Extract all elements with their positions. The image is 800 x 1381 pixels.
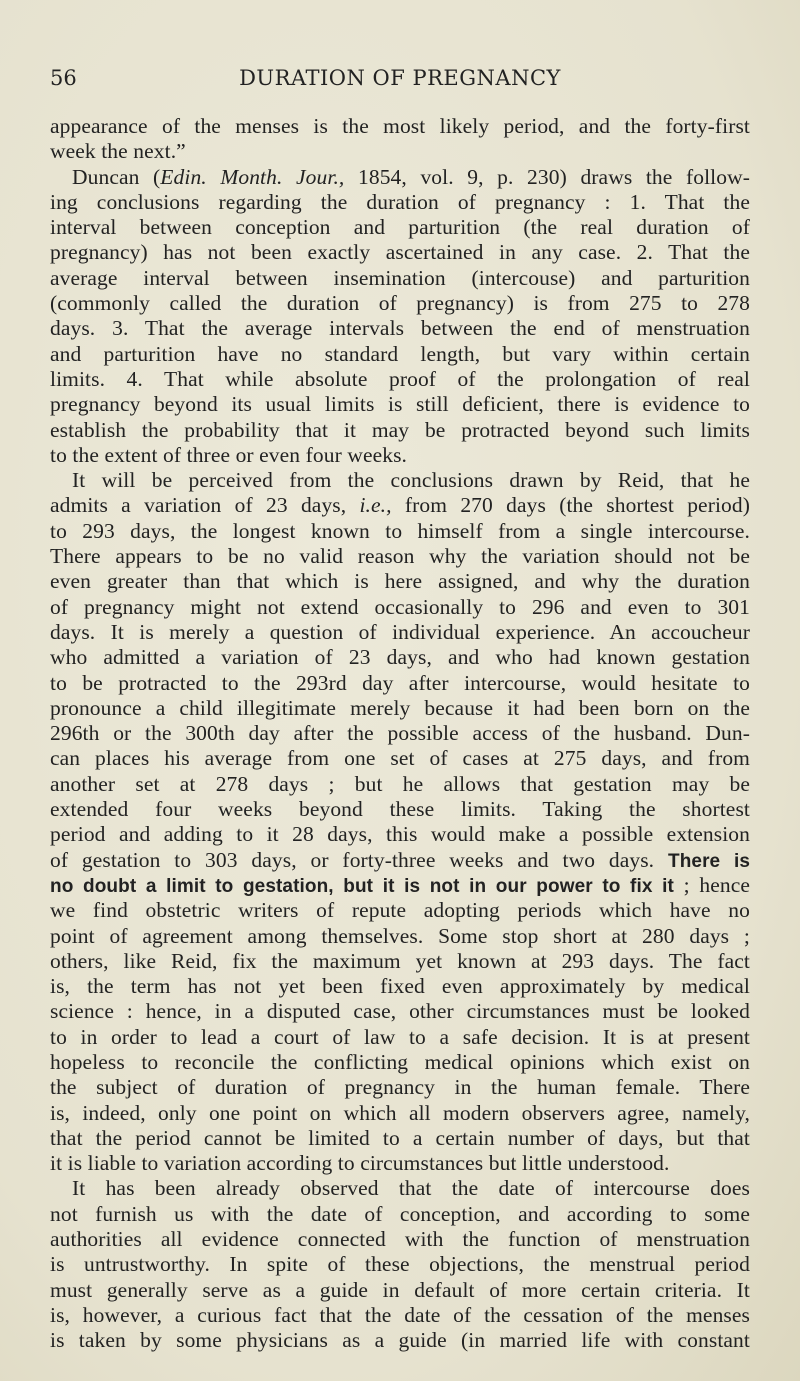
text-span: the subject of duration of pregnancy in the human female. There [50,1075,750,1100]
text-span: of gestation to 303 days, or forty-three weeks and two days. [50,847,668,872]
text-span: to 293 days, the longest known to himself from a single intercourse. [50,518,750,543]
text-span: must generally serve as a guide in default of more certain criteria. It [50,1277,750,1302]
text-line [50,1176,750,1201]
text-line [50,165,750,190]
body-text [50,114,750,1354]
bold-text: There is [667,850,750,872]
text-span: and parturition have no standard length, but vary within certain [50,341,750,366]
text-line [50,797,750,822]
text-line [50,342,750,367]
text-line [50,595,750,620]
text-span: hopeless to reconcile the conflicting medical opinions which exist on [50,1049,750,1074]
running-header [50,66,750,96]
text-line [50,772,750,797]
text-line [50,367,750,392]
text-span: interval between conception and parturition (the real duration of [50,215,750,240]
text-line [50,1025,750,1050]
text-line [50,645,750,670]
text-line [50,746,750,771]
text-span: ; hence [673,872,750,897]
text-span: is, the term has not yet been fixed even approximately by medical [50,974,750,999]
text-line [50,443,750,468]
page-number: 56 [50,66,77,90]
text-span: is taken by some physicians as a guide (in married life with constant [50,1328,750,1353]
text-span: others, like Reid, fix the maximum yet known at 293 days. The fact [50,948,750,973]
text-span: we find obstetric writers of repute adopting periods which have no [50,898,750,923]
text-line [50,1126,750,1151]
text-span: authorities all evidence connected with the function of menstruation [50,1227,750,1252]
text-line [50,291,750,316]
text-span: point of agreement among themselves. Some stop short at 280 days ; [50,923,750,948]
text-line [50,1252,750,1277]
text-span: that the period cannot be limited to a certain number of days, but that [50,1125,750,1150]
text-line [50,316,750,341]
text-line [50,190,750,215]
italic-text: i.e., [359,493,392,518]
text-span: not furnish us with the date of conception, and according to some [50,1201,750,1226]
text-span: from 270 days (the shortest period) [391,493,750,518]
text-line [50,1075,750,1100]
text-span: to in order to lead a court of law to a safe decision. It is at present [50,1024,750,1049]
text-line [50,949,750,974]
text-line [50,519,750,544]
text-span: days. 3. That the average intervals between the end of menstruation [50,316,750,341]
text-line [50,114,750,139]
text-line [50,139,750,164]
bold-text: no doubt a limit to gestation, but it is not in our power to fix it [50,875,674,897]
text-line [50,1303,750,1328]
text-span: week the next.” [50,139,186,164]
text-line [50,999,750,1024]
text-span: It has been already observed that the date of intercourse does [72,1176,750,1201]
text-line [50,696,750,721]
text-span: pronounce a child illegitimate merely because it had been born on the [50,695,750,720]
text-span: appearance of the menses is the most likely period, and the forty-first [50,114,750,138]
text-span: extended four weeks beyond these limits. Taking the shortest [50,797,750,822]
text-span: of pregnancy might not extend occasionally to 296 and even to 301 [50,594,750,619]
text-line [50,1050,750,1075]
text-span: ing conclusions regarding the duration of pregnancy : 1. That the [50,189,750,214]
text-span: Duncan ( [72,164,161,189]
text-span: average interval between insemination (intercouse) and parturition [50,265,750,290]
text-line [50,898,750,923]
text-span: days. It is merely a question of individual experience. An accoucheur [50,619,750,644]
text-line [50,1278,750,1303]
text-span: admits a variation of 23 days, [50,493,360,518]
text-line [50,1227,750,1252]
text-span: establish the probability that it may be protracted beyond such limits [50,417,750,442]
text-span: pregnancy) has not been exactly ascertained in any case. 2. That the [50,240,750,265]
text-span: is, however, a curious fact that the date of the cessation of the menses [50,1302,750,1327]
text-span: even greater than that which is here assigned, and why the duration [50,569,750,594]
text-line [50,418,750,443]
text-line [50,873,750,898]
text-span: 1854, vol. 9, p. 230) draws the follow- [344,164,750,189]
text-span: who admitted a variation of 23 days, and who had known gestation [50,645,750,670]
text-span: is, indeed, only one point on which all modern observers agree, namely, [50,1100,750,1125]
text-line [50,1101,750,1126]
text-line [50,620,750,645]
text-span: pregnancy beyond its usual limits is still deficient, there is evidence to [50,392,750,417]
text-span: It will be perceived from the conclusions drawn by Reid, that he [72,468,750,493]
text-span: it is liable to variation according to circumstances but little understood. [50,1151,670,1176]
text-line [50,569,750,594]
text-span: to be protracted to the 293rd day after intercourse, would hesitate to [50,670,750,695]
text-line [50,468,750,493]
text-line [50,240,750,265]
text-span: 296th or the 300th day after the possible access of the husband. Dun- [50,721,750,746]
text-span: limits. 4. That while absolute proof of the prolongation of real [50,366,750,391]
text-span: can places his average from one set of cases at 275 days, and from [50,746,750,771]
text-span: to the extent of three or even four weeks. [50,442,408,467]
text-span: another set at 278 days ; but he allows that gestation may be [50,771,750,796]
text-span: There appears to be no valid reason why the variation should not be [50,544,750,569]
text-line [50,1202,750,1227]
text-span: period and adding to it 28 days, this would make a possible extension [50,822,750,847]
text-line [50,266,750,291]
text-line [50,215,750,240]
text-line [50,544,750,569]
text-line [50,671,750,696]
text-line [50,924,750,949]
italic-text: Edin. Month. Jour., [160,164,345,189]
text-line [50,392,750,417]
text-span: is untrustworthy. In spite of these objections, the menstrual period [50,1252,750,1277]
text-line [50,493,750,518]
running-title: DURATION OF PREGNANCY [239,66,561,90]
text-line [50,974,750,999]
text-line [50,721,750,746]
text-span: (commonly called the duration of pregnancy) is from 275 to 278 [50,291,750,316]
text-span: science : hence, in a disputed case, other circumstances must be looked [50,999,750,1024]
text-line [50,848,750,873]
text-line [50,1328,750,1353]
text-line [50,822,750,847]
text-line [50,1151,750,1176]
